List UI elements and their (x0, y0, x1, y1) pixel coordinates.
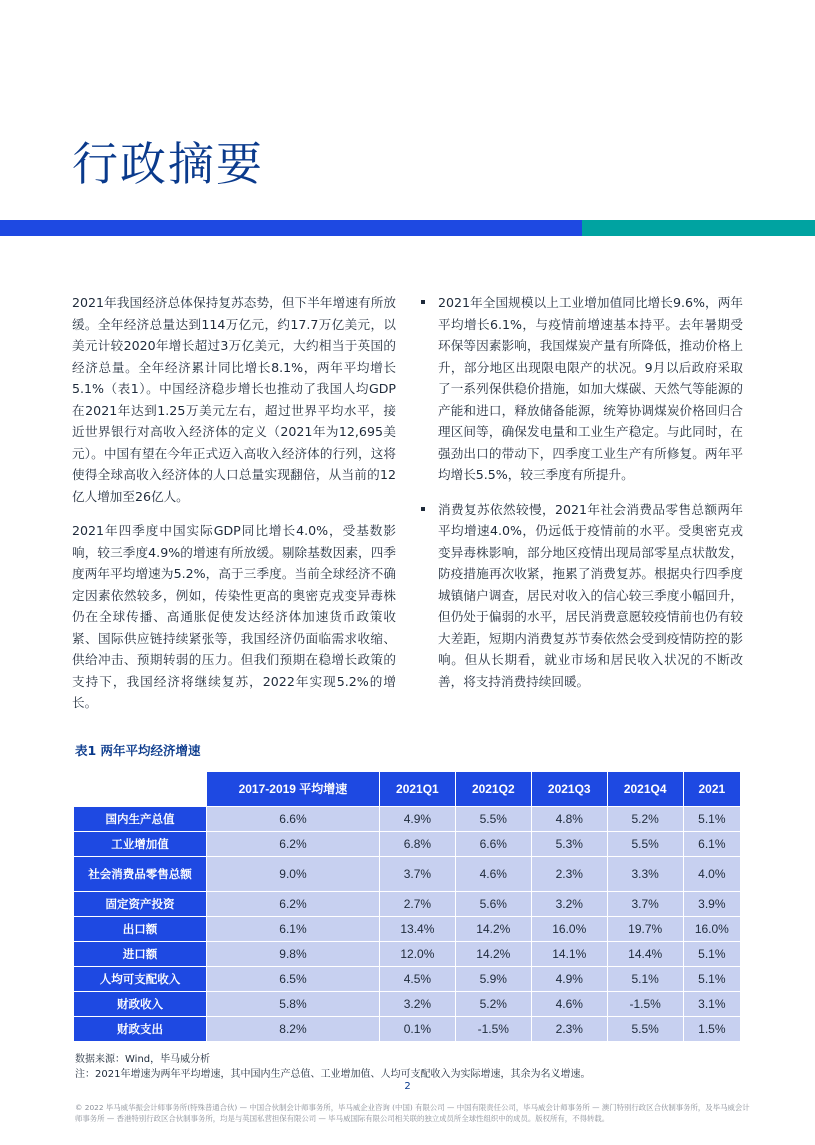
column-header: 2021Q2 (455, 772, 531, 807)
table-cell: 6.1% (683, 832, 740, 857)
table-cell: 3.2% (531, 892, 607, 917)
table-row (74, 892, 741, 917)
table-cell: 4.6% (455, 857, 531, 892)
row-header: 财政收入 (74, 992, 207, 1017)
table-cell: 19.7% (607, 917, 683, 942)
table-cell: 2.7% (379, 892, 455, 917)
copyright-footer: © 2022 毕马威华振会计师事务所(特殊普通合伙) — 中国合伙制会计师事务所，毕马威企业咨询 (中国) 有限公司 — 中国有限责任公司，毕马威会计师事务所 — 澳门特别行政区合伙制事务所，及毕马威会计师事务所 — 香港特别行政区合伙制事务所，均是与英国私营担保有限公司 — 毕马威国际有限公司相关联的独立成员所全球性组织中的成员。版权所有，不得转载。 (75, 1103, 750, 1123)
table-cell: -1.5% (607, 992, 683, 1017)
table-cell: 6.8% (379, 832, 455, 857)
table-cell: 4.8% (531, 807, 607, 832)
table-cell: 6.5% (207, 967, 380, 992)
table-cell: 3.7% (379, 857, 455, 892)
bullet-text: 2021年全国规模以上工业增加值同比增长9.6%，两年平均增长6.1%，与疫情前增速基本持平。去年暑期受环保等因素影响，我国煤炭产量有所降低，推动价格上升，部分地区出现限电限产的状况。9月以后政府采取了一系列保供稳价措施，如加大煤碳、天然气等能源的产能和进口，释放储备能源，统筹协调煤炭价格回归合理区间等，确保发电量和工业生产稳定。与此同时，在强劲出口的带动下，四季度工业生产有所修复。两年平均增长5.5%，较三季度有所提升。 (438, 295, 743, 482)
table-cell: 14.2% (455, 942, 531, 967)
row-header: 财政支出 (74, 1017, 207, 1042)
page-title: 行政摘要 (72, 137, 264, 191)
table-cell: 6.2% (207, 832, 380, 857)
table-cell: 5.1% (683, 807, 740, 832)
table-cell: 3.1% (683, 992, 740, 1017)
table-cell: 12.0% (379, 942, 455, 967)
row-header: 进口额 (74, 942, 207, 967)
bullet-square-icon (421, 300, 425, 304)
left-column (72, 292, 396, 727)
row-header: 国内生产总值 (74, 807, 207, 832)
table-cell: 5.1% (607, 967, 683, 992)
table-row (74, 942, 741, 967)
bullet-item (418, 499, 743, 693)
column-header: 2021 (683, 772, 740, 807)
table-cell: 16.0% (683, 917, 740, 942)
table-cell: 4.9% (379, 807, 455, 832)
table-cell: 6.1% (207, 917, 380, 942)
table-cell: 5.6% (455, 892, 531, 917)
table-cell: 3.2% (379, 992, 455, 1017)
right-column (418, 292, 743, 705)
table-cell: 9.8% (207, 942, 380, 967)
bullet-square-icon (421, 507, 425, 511)
table-cell: 2.3% (531, 857, 607, 892)
table-cell: 5.8% (207, 992, 380, 1017)
table-cell: 4.6% (531, 992, 607, 1017)
header-band-teal (582, 220, 815, 236)
table-cell: 4.9% (531, 967, 607, 992)
table-cell: 5.5% (607, 1017, 683, 1042)
table-cell: 14.1% (531, 942, 607, 967)
header-band-blue (0, 220, 582, 236)
table-cell: 5.3% (531, 832, 607, 857)
table-cell: 1.5% (683, 1017, 740, 1042)
row-header: 社会消费品零售总额 (74, 857, 207, 892)
table-row (74, 832, 741, 857)
page-number: 2 (404, 1081, 411, 1092)
table-cell: 5.2% (607, 807, 683, 832)
table-cell: 3.7% (607, 892, 683, 917)
column-header: 2021Q3 (531, 772, 607, 807)
table-cell: 2.3% (531, 1017, 607, 1042)
table-cell: 4.0% (683, 857, 740, 892)
table-title: 表1 两年平均经济增速 (75, 743, 201, 758)
table-cell: 14.4% (607, 942, 683, 967)
column-header: 2021Q4 (607, 772, 683, 807)
table-cell: 5.9% (455, 967, 531, 992)
table-cell: 8.2% (207, 1017, 380, 1042)
table-cell: 0.1% (379, 1017, 455, 1042)
row-header: 固定资产投资 (74, 892, 207, 917)
table-cell: 6.6% (207, 807, 380, 832)
table-cell: 3.3% (607, 857, 683, 892)
table-cell: 14.2% (455, 917, 531, 942)
column-header: 2021Q1 (379, 772, 455, 807)
row-header: 人均可支配收入 (74, 967, 207, 992)
column-header: 2017-2019 平均增速 (207, 772, 380, 807)
paragraph: 2021年我国经济总体保持复苏态势，但下半年增速有所放缓。全年经济总量达到114万亿元，约17.7万亿美元，以美元计较2020年增长超过3万亿美元，大约相当于英国的经济总量。全年经济累计同比增长8.1%，两年平均增长5.1%（表1）。中国经济稳步增长也推动了我国人均GDP在2021年达到1.25万美元左右，超过世界平均水平，接近世界银行对高收入经济体的定义（2021年为12,695美元）。中国有望在今年正式迈入高收入经济体的行列，这将使得全球高收入经济体的人口总量实现翻倍，从当前的12亿人增加至26亿人。 (72, 295, 396, 504)
row-header: 出口额 (74, 917, 207, 942)
paragraph: 2021年四季度中国实际GDP同比增长4.0%，受基数影响，较三季度4.9%的增速有所放缓。剔除基数因素，四季度两年平均增速为5.2%，高于三季度。当前全球经济不确定因素依然较多，例如，传染性更高的奥密克戎变异毒株仍在全球传播、高通胀促使发达经济体加速货币政策收紧、国际供应链持续紧张等，我国经济仍面临需求收缩、供给冲击、预期转弱的压力。但我们预期在稳增长政策的支持下，我国经济将继续复苏，2022年实现5.2%的增长。 (72, 523, 396, 710)
row-header: 工业增加值 (74, 832, 207, 857)
table-header-row (74, 772, 741, 807)
table-cell: 13.4% (379, 917, 455, 942)
table-corner (74, 772, 207, 807)
table-cell: 5.1% (683, 942, 740, 967)
table-row (74, 967, 741, 992)
table-cell: 16.0% (531, 917, 607, 942)
growth-table (73, 771, 741, 1042)
table-row (74, 807, 741, 832)
table-notes (75, 1052, 590, 1082)
footnote: 注：2021年增速为两年平均增速，其中国内生产总值、工业增加值、人均可支配收入为实际增速，其余为名义增速。 (75, 1069, 591, 1080)
bullet-text: 消费复苏依然较慢，2021年社会消费品零售总额两年平均增速4.0%，仍远低于疫情前的水平。受奥密克戎变异毒株影响，部分地区疫情出现局部零星点状散发，防疫措施再次收紧，拖累了消费复苏。根据央行四季度城镇储户调查，居民对收入的信心较三季度小幅回升，但仍处于偏弱的水平，居民消费意愿较疫情前也仍有较大差距，短期内消费复苏节奏依然会受到疫情防控的影响。但从长期看，就业市场和居民收入状况的不断改善，将支持消费持续回暖。 (438, 501, 743, 689)
table-cell: 4.5% (379, 967, 455, 992)
table-cell: 9.0% (207, 857, 380, 892)
table-row (74, 857, 741, 892)
source-note: 数据来源：Wind，毕马威分析 (75, 1054, 211, 1065)
table-cell: 5.2% (455, 992, 531, 1017)
table-cell: 5.5% (607, 832, 683, 857)
table-cell: 6.6% (455, 832, 531, 857)
table-cell: 5.5% (455, 807, 531, 832)
table-row (74, 992, 741, 1017)
table-row (74, 917, 741, 942)
table-row (74, 1017, 741, 1042)
table-cell: 6.2% (207, 892, 380, 917)
table-cell: 5.1% (683, 967, 740, 992)
table-cell: 3.9% (683, 892, 740, 917)
table-cell: -1.5% (455, 1017, 531, 1042)
bullet-item (418, 292, 743, 486)
